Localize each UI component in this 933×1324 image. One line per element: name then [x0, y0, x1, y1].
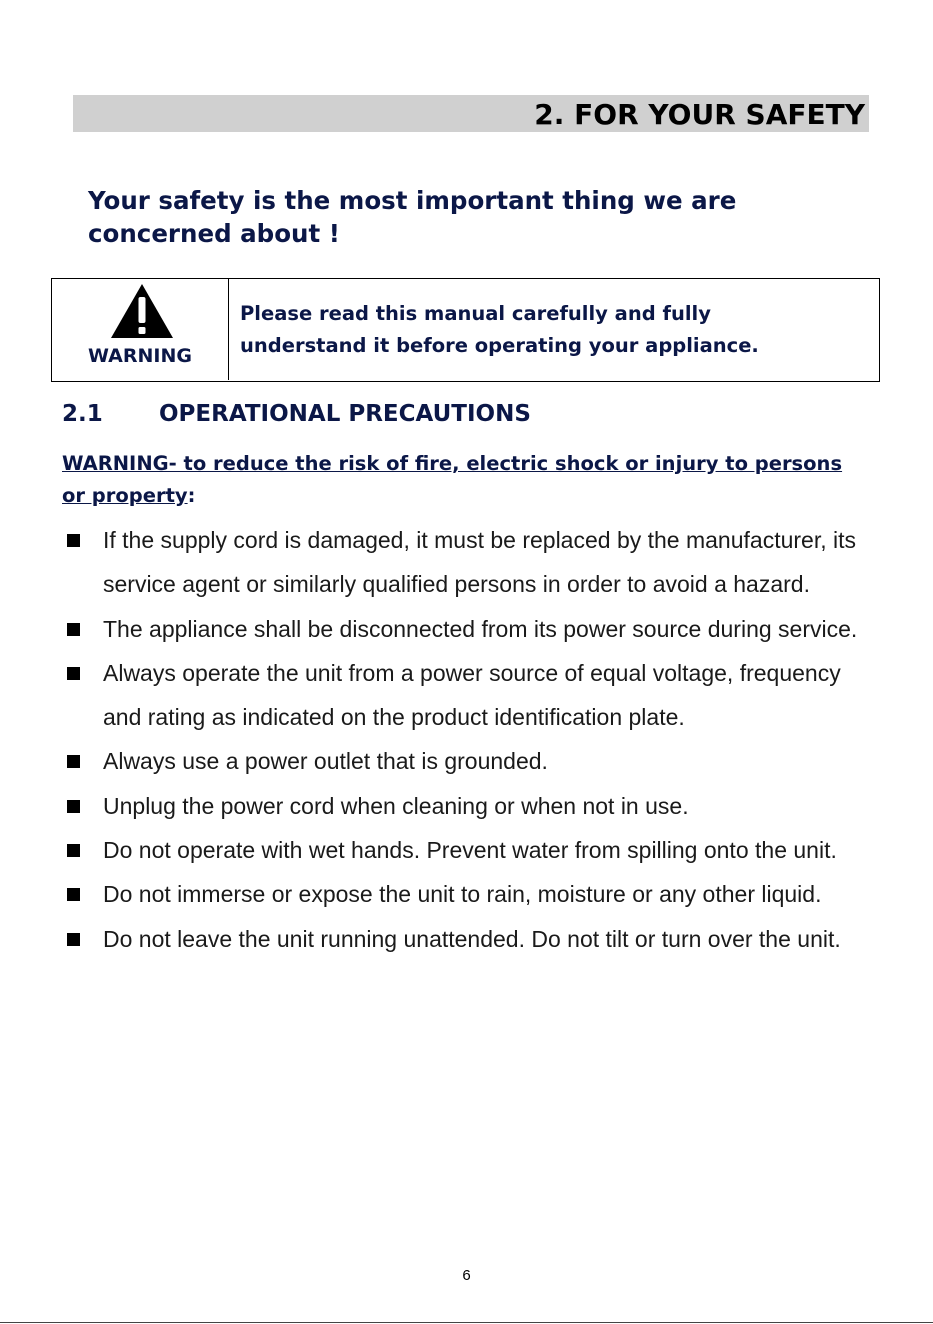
list-item-text: Do not immerse or expose the unit to rain, moisture or any other liquid. [103, 881, 822, 908]
page-number: 6 [462, 1267, 471, 1284]
list-item [62, 518, 882, 607]
warning-triangle-icon [110, 283, 174, 339]
warning-statement-colon: : [187, 484, 196, 507]
list-item-text: Always use a power outlet that is grounded. [103, 748, 548, 775]
page-title: 2. FOR YOUR SAFETY [534, 98, 865, 131]
list-item [62, 828, 882, 872]
warning-label: WARNING [88, 345, 192, 367]
list-item [62, 917, 882, 961]
square-bullet-icon [67, 667, 80, 680]
section-title-bar [73, 95, 869, 132]
warning-message-line-2: understand it before operating your appliance. [240, 334, 759, 357]
warning-message-line-1: Please read this manual carefully and fully [240, 302, 711, 325]
square-bullet-icon [67, 623, 80, 636]
list-item [62, 607, 882, 651]
warning-box [51, 278, 880, 382]
warning-statement-underlined: WARNING- to reduce the risk of fire, electric shock or injury to persons or property [62, 452, 843, 507]
safety-headline: Your safety is the most important thing we are concerned about ! [88, 186, 737, 248]
list-item-text: The appliance shall be disconnected from its power source during service. [103, 615, 858, 642]
page-bottom-rule [0, 1322, 933, 1323]
list-item [62, 739, 882, 783]
square-bullet-icon [67, 888, 80, 901]
square-bullet-icon [67, 800, 80, 813]
list-item-text: Always operate the unit from a power source of equal voltage, frequency and rating as indicated on the product identification plate. [103, 659, 841, 731]
precautions-list [62, 518, 882, 961]
list-item-text: If the supply cord is damaged, it must be replaced by the manufacturer, its service agent or similarly qualified persons in order to avoid a hazard. [103, 527, 857, 598]
list-item-text: Unplug the power cord when cleaning or when not in use. [103, 792, 689, 819]
warning-message [240, 298, 870, 362]
list-item [62, 872, 882, 916]
list-item [62, 651, 882, 740]
list-item-text: Do not leave the unit running unattended. Do not tilt or turn over the unit. [103, 925, 841, 952]
list-item [62, 784, 882, 828]
section-number: 2.1 [62, 401, 103, 427]
square-bullet-icon [67, 844, 80, 857]
section-heading: OPERATIONAL PRECAUTIONS [159, 401, 531, 427]
square-bullet-icon [67, 755, 80, 768]
warning-statement [62, 448, 862, 512]
square-bullet-icon [67, 933, 80, 946]
square-bullet-icon [67, 534, 80, 547]
warning-box-icon-cell [52, 279, 229, 380]
list-item-text: Do not operate with wet hands. Prevent water from spilling onto the unit. [103, 837, 837, 864]
